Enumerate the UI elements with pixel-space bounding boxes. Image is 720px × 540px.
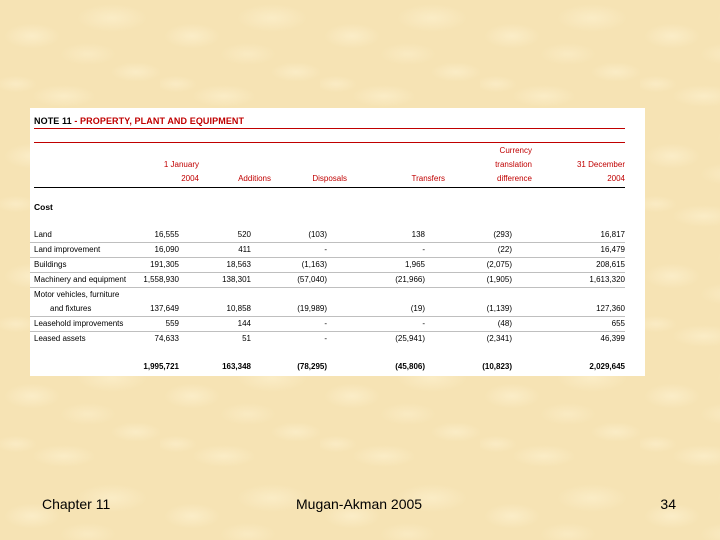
row-label: Buildings [34, 260, 67, 269]
table-row [30, 317, 625, 332]
title-rule [34, 128, 625, 129]
table-row [30, 302, 625, 317]
cell-jan: 191,305 [150, 260, 179, 269]
header-top-rule [34, 142, 625, 143]
table-row [30, 288, 625, 302]
cell-trans: (25,941) [395, 334, 425, 343]
cell-jan: 74,633 [154, 334, 179, 343]
total-trans: (45,806) [395, 362, 425, 371]
cell-curr: (1,905) [486, 275, 512, 284]
cell-curr: (2,341) [486, 334, 512, 343]
footer-author: Mugan-Akman 2005 [296, 496, 423, 512]
cell-trans: - [422, 319, 425, 328]
row-label: Machinery and equipment [34, 275, 127, 284]
cell-jan: 1,558,930 [143, 275, 179, 284]
row-label: Motor vehicles, furniture [34, 290, 120, 299]
total-add: 163,348 [222, 362, 251, 371]
cell-curr: (2,075) [486, 260, 512, 269]
cell-trans: (21,966) [395, 275, 425, 284]
header-jan-line1: 1 January [163, 160, 199, 169]
table-row [30, 332, 625, 346]
cell-jan: 559 [165, 319, 179, 328]
cell-disp: (1,163) [301, 260, 327, 269]
row-label: and fixtures [50, 304, 92, 313]
header-currency [495, 144, 532, 186]
cell-disp: (103) [308, 230, 327, 239]
note-title [34, 116, 244, 126]
cell-jan: 137,649 [150, 304, 179, 313]
total-disp: (78,295) [297, 362, 327, 371]
cell-add: 138,301 [222, 275, 251, 284]
cell-jan: 16,090 [154, 245, 179, 254]
cell-trans: 138 [411, 230, 425, 239]
footer-chapter: Chapter 11 [42, 496, 111, 512]
row-label: Leased assets [34, 334, 86, 343]
table-row [30, 258, 625, 273]
cell-add: 411 [238, 245, 251, 254]
cell-add: 520 [237, 230, 251, 239]
cell-disp: (19,989) [297, 304, 327, 313]
header-jan-line2: 2004 [181, 174, 199, 183]
header-transfers: Transfers [411, 174, 445, 183]
section-cost: Cost [34, 202, 53, 212]
cell-add: 51 [242, 334, 251, 343]
cell-curr: (48) [497, 319, 512, 328]
financial-table-image [30, 108, 645, 376]
header-dec [577, 158, 625, 186]
cell-disp: - [324, 334, 327, 343]
cell-disp: (57,040) [297, 275, 327, 284]
row-label: Land improvement [34, 245, 101, 254]
cell-dec: 127,360 [596, 304, 625, 313]
row-label: Leasehold improvements [34, 319, 124, 328]
cell-disp: - [324, 319, 327, 328]
cell-trans: (19) [410, 304, 425, 313]
header-additions: Additions [238, 174, 271, 183]
total-row [30, 360, 625, 374]
cell-add: 10,858 [226, 304, 251, 313]
cell-dec: 16,817 [600, 230, 625, 239]
cell-add: 144 [237, 319, 251, 328]
header-disposals: Disposals [312, 174, 347, 183]
table-row [30, 228, 625, 243]
cell-curr: (293) [493, 230, 512, 239]
table-row [30, 273, 625, 288]
cell-dec: 16,479 [600, 245, 625, 254]
table-row [30, 243, 625, 258]
total-dec: 2,029,645 [589, 362, 625, 371]
cell-dec: 208,615 [596, 260, 625, 269]
total-curr: (10,823) [482, 362, 512, 371]
cell-disp: - [324, 245, 327, 254]
header-currency-line1: Currency [499, 146, 532, 155]
header-bottom-rule [34, 187, 625, 188]
note-name: PROPERTY, PLANT AND EQUIPMENT [80, 116, 245, 126]
cell-add: 18,563 [226, 260, 251, 269]
cell-dec: 655 [611, 319, 625, 328]
header-jan [164, 158, 199, 186]
footer-page-number: 34 [660, 496, 676, 512]
cell-trans: - [422, 245, 425, 254]
note-number: NOTE 11 [34, 116, 72, 126]
cell-dec: 1,613,320 [589, 275, 625, 284]
total-jan: 1,995,721 [143, 362, 179, 371]
cell-curr: (22) [497, 245, 512, 254]
header-currency-line3: difference [497, 174, 532, 183]
cell-trans: 1,965 [404, 260, 425, 269]
cell-curr: (1,139) [486, 304, 512, 313]
note-separator: - [74, 116, 78, 126]
header-dec-line1: 31 December [576, 160, 625, 169]
header-dec-line2: 2004 [607, 174, 625, 183]
cell-jan: 16,555 [154, 230, 179, 239]
header-currency-line2: translation [495, 160, 532, 169]
cell-dec: 46,399 [600, 334, 625, 343]
row-label: Land [34, 230, 52, 239]
